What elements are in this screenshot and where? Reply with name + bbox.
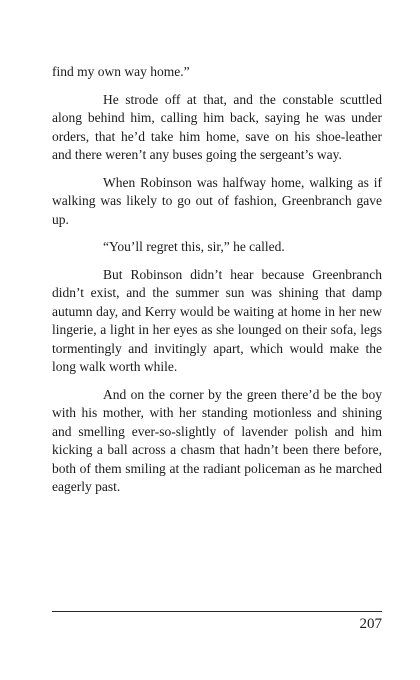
paragraph: He strode off at that, and the constable scuttled along behind him, calling him back, saying he was under orders, that he’d take him home, save on his shoe-leather and there weren’t any buses going the sergeant’s way.	[52, 91, 382, 162]
paragraph: find my own way home.”	[52, 64, 190, 79]
footer-rule	[52, 611, 382, 612]
paragraph: But Robinson didn’t hear because Greenbranch didn’t exist, and the summer sun was shining that damp autumn day, and Kerry would be waiting at home in her new lingerie, a light in her eyes as she lounged on their sofa, legs tormentingly and invitingly apart, which would make the long walk worth while.	[52, 266, 382, 374]
paragraph: And on the corner by the green there’d be the boy with his mother, with her standing motionless and shining and smelling ever-so-slightly of lavender polish and him kicking a ball across a chasm that hadn’t been there before, both of them smiling at the radiant policeman as he marched eagerly past.	[52, 386, 382, 494]
page-number: 207	[359, 616, 382, 632]
paragraph: “You’ll regret this, sir,” he called.	[103, 239, 285, 254]
page-body	[52, 63, 382, 506]
paragraph: When Robinson was halfway home, walking as if walking was likely to go out of fashion, Greenbranch gave up.	[52, 174, 382, 227]
